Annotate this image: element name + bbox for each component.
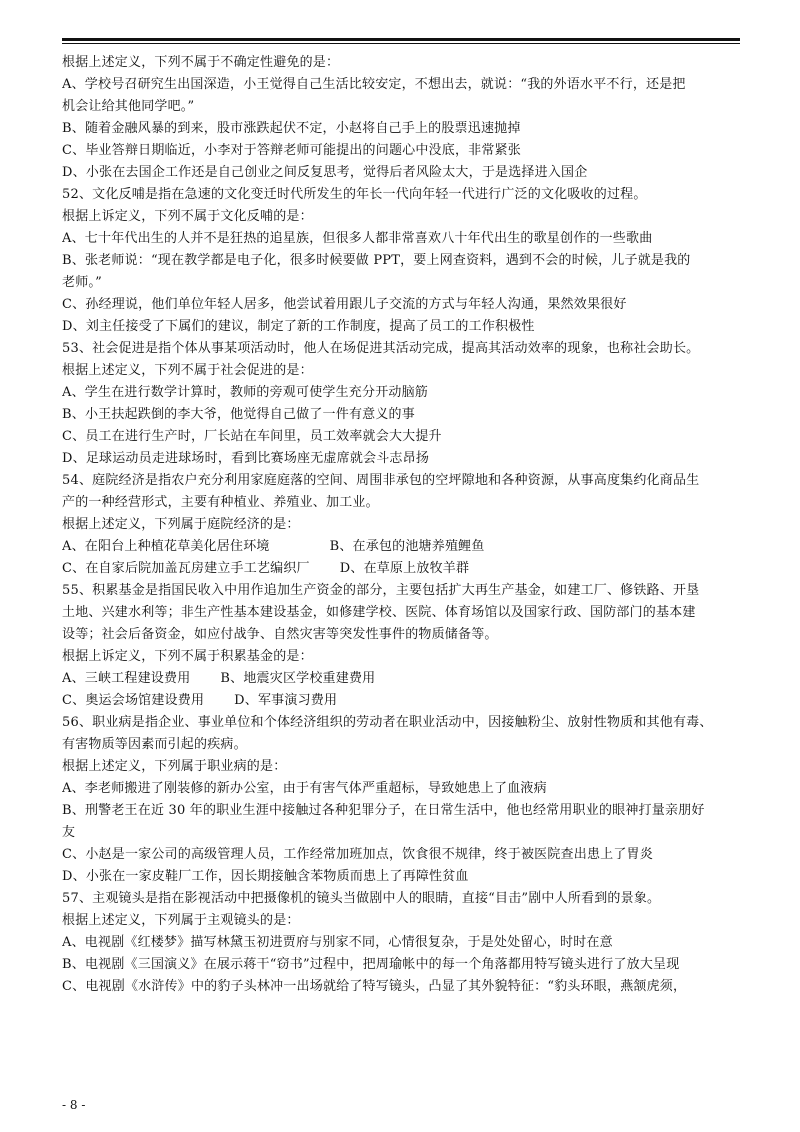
text-line: B、张老师说：“现在教学都是电子化，很多时候要做 PPT，要上网查资料，遇到不会的时候，儿子就是我的 bbox=[62, 253, 691, 268]
text-line: 根据上诉定义，下列不属于积累基金的是： bbox=[62, 649, 313, 664]
text-line: C、孙经理说，他们单位年轻人居多，他尝试着用跟儿子交流的方式与年轻人沟通，果然效果很好 bbox=[62, 297, 627, 312]
text-line bbox=[62, 690, 740, 712]
text-line: 52、文化反哺是指在急速的文化变迁时代所发生的年长一代向年轻一代进行广泛的文化吸收的过程。 bbox=[62, 187, 647, 202]
text-line: 54、庭院经济是指农户充分利用家庭庭落的空间、周围非承包的空坪隙地和各种资源，从事高度集约化商品生 bbox=[62, 473, 700, 488]
header-rule-thin bbox=[62, 43, 740, 44]
text-line: A、学生在进行数学计算时，教师的旁观可使学生充分开动脑筋 bbox=[62, 385, 428, 400]
option-left: C、在自家后院加盖瓦房建立手工艺编织厂 bbox=[62, 561, 310, 576]
text-line: D、小张在一家皮鞋厂工作，因长期接触含苯物质而患上了再障性贫血 bbox=[62, 869, 469, 884]
text-line: 根据上述定义，下列属于庭院经济的是： bbox=[62, 517, 300, 532]
option-left: A、三峡工程建设费用 bbox=[62, 671, 191, 686]
text-line: 产的一种经营形式，主要有种植业、养殖业、加工业。 bbox=[62, 495, 379, 510]
text-line: A、学校号召研究生出国深造，小王觉得自己生活比较安定，不想出去，就说：“我的外语水平不行，还是把 bbox=[62, 77, 686, 92]
text-line: 老师。” bbox=[62, 275, 102, 290]
option-right: D、在草原上放牧羊群 bbox=[339, 561, 470, 576]
text-line: B、小王扶起跌倒的李大爷，他觉得自己做了一件有意义的事 bbox=[62, 407, 415, 422]
text-line: 土地、兴建水利等；非生产性基本建设基金，如修建学校、医院、体育场馆以及国家行政、国防部门的基本建 bbox=[62, 605, 696, 620]
text-line: B、随着金融风暴的到来，股市涨跌起伏不定，小赵将自己手上的股票迅速抛掉 bbox=[62, 121, 521, 136]
text-line: C、电视剧《水浒传》中的豹子头林冲一出场就给了特写镜头，凸显了其外貌特征：“豹头环眼，燕颔虎须， bbox=[62, 979, 687, 994]
text-line bbox=[62, 536, 740, 558]
text-line: 友 bbox=[62, 825, 76, 840]
text-line: 56、职业病是指企业、事业单位和个体经济组织的劳动者在职业活动中，因接触粉尘、放射性物质和其他有毒、 bbox=[62, 715, 713, 730]
option-left: A、在阳台上种植花草美化居住环境 bbox=[62, 539, 270, 554]
text-line: 有害物质等因素而引起的疾病。 bbox=[62, 737, 247, 752]
text-line: A、电视剧《红楼梦》描写林黛玉初进贾府与别家不同，心情很复杂，于是处处留心，时时在意 bbox=[62, 935, 613, 950]
text-line bbox=[62, 558, 740, 580]
option-left: C、奥运会场馆建设费用 bbox=[62, 693, 205, 708]
header-rule-thick bbox=[62, 38, 740, 41]
text-line: D、足球运动员走进球场时，看到比赛场座无虚席就会斗志昂扬 bbox=[62, 451, 430, 466]
text-line: C、员工在进行生产时，厂长站在车间里，员工效率就会大大提升 bbox=[62, 429, 442, 444]
text-line: B、电视剧《三国演义》在展示蒋干“窃书”过程中，把周瑜帐中的每一个角落都用特写镜头进行了放大呈现 bbox=[62, 957, 680, 972]
text-line: 53、社会促进是指个体从事某项活动时，他人在场促进其活动完成，提高其活动效率的现象，也称社会助长。 bbox=[62, 341, 700, 356]
text-line: 55、积累基金是指国民收入中用作追加生产资金的部分，主要包括扩大再生产基金，如建工厂、修铁路、开垦 bbox=[62, 583, 700, 598]
text-line: A、李老师搬进了刚装修的新办公室，由于有害气体严重超标，导致她患上了血液病 bbox=[62, 781, 547, 796]
text-line: D、小张在去国企工作还是自己创业之间反复思考，觉得后者风险太大，于是选择进入国企 bbox=[62, 165, 588, 180]
option-right: B、地震灾区学校重建费用 bbox=[220, 671, 376, 686]
text-line: C、小赵是一家公司的高级管理人员，工作经常加班加点，饮食很不规律，终于被医院查出患上了胃炎 bbox=[62, 847, 653, 862]
text-line: 机会让给其他同学吧。” bbox=[62, 99, 195, 114]
text-line: 根据上述定义，下列属于主观镜头的是： bbox=[62, 913, 300, 928]
text-line: 设等；社会后备资金，如应付战争、自然灾害等突发性事件的物质储备等。 bbox=[62, 627, 498, 642]
option-right: D、军事演习费用 bbox=[234, 693, 338, 708]
text-line bbox=[62, 668, 740, 690]
option-right: B、在承包的池塘养殖鲤鱼 bbox=[329, 539, 485, 554]
page-number: - 8 - bbox=[62, 1098, 86, 1112]
text-line: 57、主观镜头是指在影视活动中把摄像机的镜头当做剧中人的眼睛，直接“目击”剧中人所看到的景象。 bbox=[62, 891, 661, 906]
document-body bbox=[62, 52, 740, 998]
text-line: 根据上述定义，下列属于职业病的是： bbox=[62, 759, 287, 774]
text-line: 根据上诉定义，下列不属于文化反哺的是： bbox=[62, 209, 313, 224]
text-line: 根据上述定义，下列不属于社会促进的是： bbox=[62, 363, 313, 378]
text-line: C、毕业答辩日期临近，小李对于答辩老师可能提出的问题心中没底，非常紧张 bbox=[62, 143, 521, 158]
text-line: B、刑警老王在近 30 年的职业生涯中接触过各种犯罪分子，在日常生活中，他也经常用职业的眼神打量亲朋好 bbox=[62, 803, 705, 818]
text-line: D、刘主任接受了下属们的建议，制定了新的工作制度，提高了员工的工作积极性 bbox=[62, 319, 535, 334]
text-line: A、七十年代出生的人并不是狂热的追星族，但很多人都非常喜欢八十年代出生的歌星创作的一些歌曲 bbox=[62, 231, 653, 246]
text-line: 根据上述定义，下列不属于不确定性避免的是： bbox=[62, 55, 340, 70]
